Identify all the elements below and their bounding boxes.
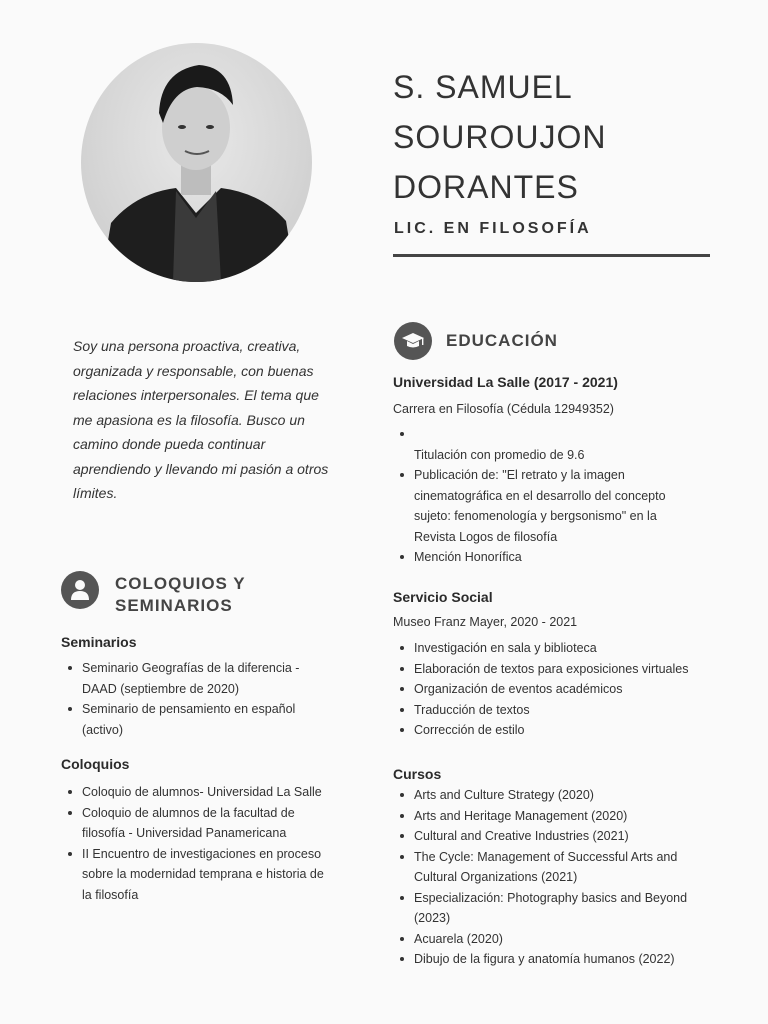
list-item	[393, 424, 693, 445]
university-degree: Carrera en Filosofía (Cédula 12949352)	[393, 402, 614, 416]
list-item: Titulación con promedio de 9.6	[414, 447, 585, 462]
list-item: Coloquio de alumnos de la facultad de filosofía - Universidad Panamericana	[61, 803, 333, 844]
name-line-2: SOUROUJON	[393, 119, 607, 155]
list-item: Investigación en sala y biblioteca	[393, 638, 723, 659]
list-item: Arts and Culture Strategy (2020)	[393, 785, 713, 806]
bio-text: Soy una persona proactiva, creativa, organizada y responsable, con buenas relaciones interpersonales. El tema que me apasiona es la filosofía. Busco un camino donde pueda continuar aprendiendo y llevando mi pasión a otros límites.	[73, 338, 329, 501]
name-line-3: DORANTES	[393, 169, 579, 205]
coloquios-section-title	[115, 573, 246, 617]
full-name	[393, 62, 723, 212]
cursos-list	[393, 785, 713, 970]
header-divider	[393, 254, 710, 257]
graduation-cap-icon	[394, 322, 432, 360]
list-item: Dibujo de la figura y anatomía humanos (2022)	[393, 949, 713, 970]
list-item: Organización de eventos académicos	[393, 679, 723, 700]
coloquios-title-line-1: COLOQUIOS Y	[115, 574, 246, 593]
list-item: Seminario Geografías de la diferencia - DAAD (septiembre de 2020)	[61, 658, 331, 699]
list-item: Traducción de textos	[393, 700, 723, 721]
list-item: Cultural and Creative Industries (2021)	[393, 826, 713, 847]
university-heading: Universidad La Salle (2017 - 2021)	[393, 374, 618, 390]
profile-photo	[81, 43, 312, 282]
person-icon	[61, 571, 99, 609]
list-item: Mención Honorífica	[393, 547, 693, 568]
job-title: LIC. EN FILOSOFÍA	[394, 220, 592, 237]
list-item: The Cycle: Management of Successful Arts and Cultural Organizations (2021)	[393, 847, 713, 888]
cursos-heading: Cursos	[393, 766, 442, 782]
list-item: Seminario de pensamiento en español (activo)	[61, 699, 331, 740]
university-list	[393, 424, 693, 568]
list-item: Publicación de: "El retrato y la imagen cinematográfica en el desarrollo del concepto sujeto: fenomenología y bergsonismo" en la Revista Logos de filosofía	[393, 465, 693, 547]
list-item: Coloquio de alumnos- Universidad La Salle	[61, 782, 333, 803]
list-item: Arts and Heritage Management (2020)	[393, 806, 713, 827]
seminarios-list	[61, 658, 331, 740]
coloquios-title-line-2: SEMINARIOS	[115, 596, 233, 615]
servicio-list	[393, 638, 723, 741]
servicio-place: Museo Franz Mayer, 2020 - 2021	[393, 615, 578, 629]
coloquios-list	[61, 782, 333, 905]
list-item: Acuarela (2020)	[393, 929, 713, 950]
seminarios-heading: Seminarios	[61, 634, 137, 650]
list-item: Elaboración de textos para exposiciones virtuales	[393, 659, 723, 680]
list-item: Especialización: Photography basics and Beyond (2023)	[393, 888, 713, 929]
list-item: II Encuentro de investigaciones en proceso sobre la modernidad temprana e historia de la filosofía	[61, 844, 333, 906]
name-line-1: S. SAMUEL	[393, 69, 573, 105]
servicio-heading: Servicio Social	[393, 589, 493, 605]
list-item: Corrección de estilo	[393, 720, 723, 741]
educacion-section-title: EDUCACIÓN	[446, 331, 558, 350]
coloquios-heading: Coloquios	[61, 756, 130, 772]
